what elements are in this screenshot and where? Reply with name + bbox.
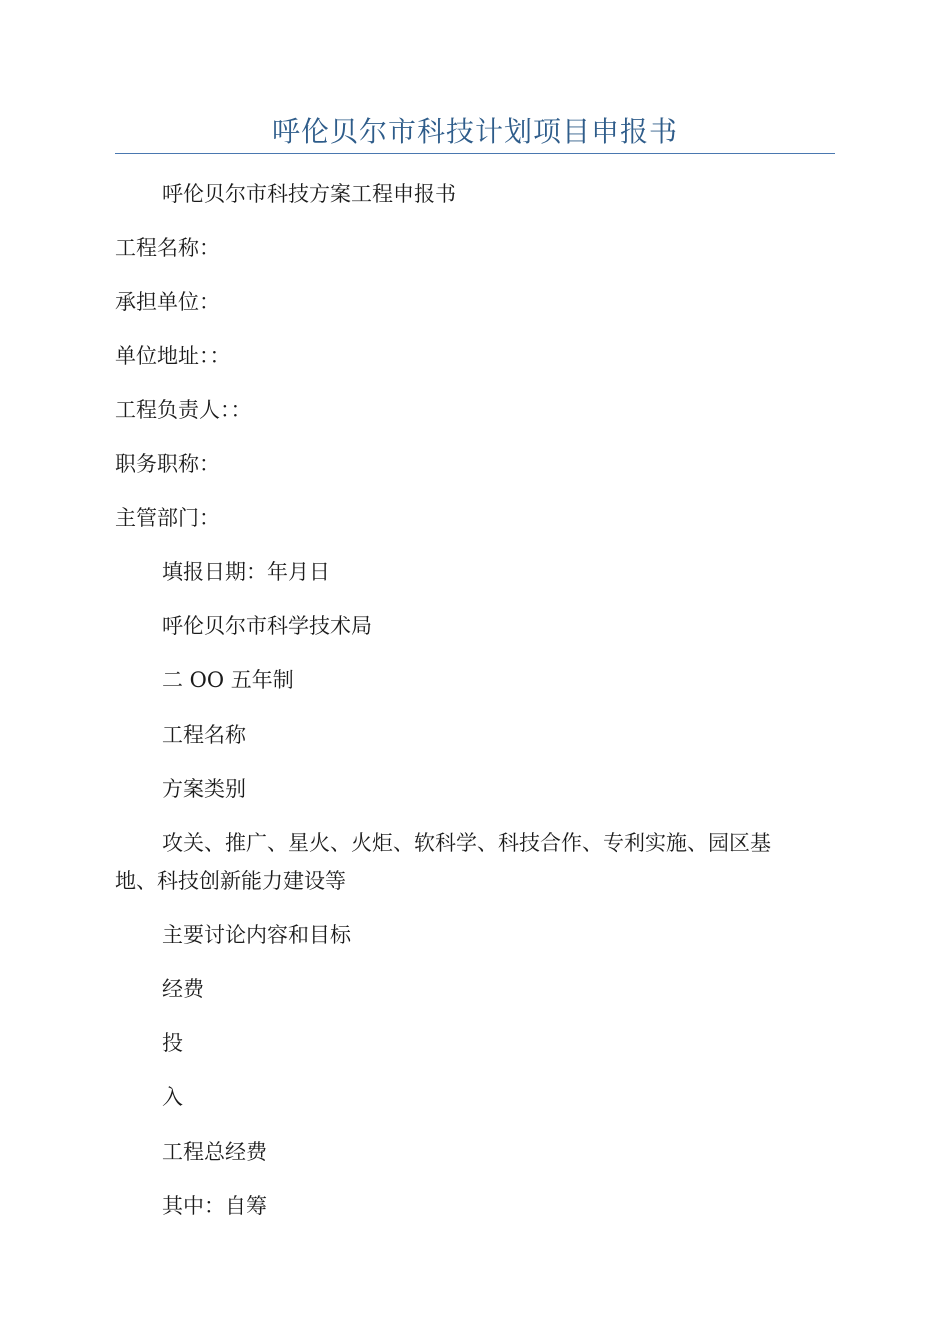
subtitle-line: 呼伦贝尔市科技方案工程申报书 <box>162 182 456 206</box>
field-project-name: 工程名称： <box>115 236 220 260</box>
field-job-title: 职务职称： <box>115 452 220 476</box>
issuing-bureau: 呼伦贝尔市科学技术局 <box>162 614 372 638</box>
table-label-plan-category: 方案类别 <box>162 777 246 801</box>
field-fill-date: 填报日期：年月日 <box>162 560 330 584</box>
table-label-invest-1: 投 <box>162 1031 183 1055</box>
plan-category-options-line1: 攻关、推广、星火、火炬、软科学、科技合作、专利实施、园区基 <box>162 831 771 855</box>
issue-year: 二 OO 五年制 <box>162 668 294 692</box>
field-project-leader: 工程负责人：： <box>115 398 252 422</box>
document-title: 呼伦贝尔市科技计划项目申报书 <box>271 115 678 148</box>
table-label-self-raised: 其中：自筹 <box>162 1194 267 1218</box>
table-label-project-name: 工程名称 <box>162 723 246 747</box>
field-unit-address: 单位地址：： <box>115 344 231 368</box>
table-label-invest-2: 入 <box>162 1085 183 1109</box>
title-underline <box>115 153 835 154</box>
table-label-funding: 经费 <box>162 977 204 1001</box>
table-label-total-funding: 工程总经费 <box>162 1140 267 1164</box>
field-undertaking-unit: 承担单位： <box>115 290 220 314</box>
field-supervising-dept: 主管部门： <box>115 506 220 530</box>
table-label-research-content: 主要讨论内容和目标 <box>162 923 351 947</box>
plan-category-options-line2: 地、科技创新能力建设等 <box>115 869 346 893</box>
